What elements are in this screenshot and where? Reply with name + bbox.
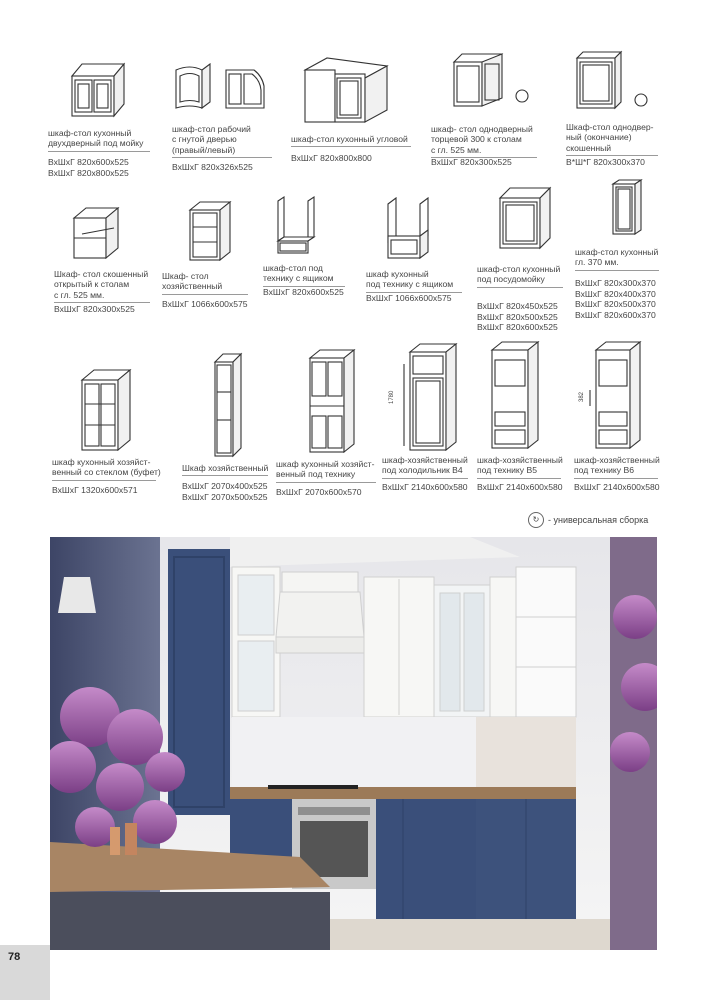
dims-i5: В*Ш*Г 820х300х370	[566, 157, 645, 167]
caption-i11: шкаф-стол кухонный гл. 370 мм.	[575, 247, 659, 271]
dims-i16: ВхШхГ 2140х600х580	[477, 482, 563, 492]
cabinet-drawing-i7	[186, 200, 234, 264]
dims-i13: ВхШхГ 2070х400х525 ВхШхГ 2070х500х525	[182, 481, 268, 502]
cabinet-drawing-i13	[211, 352, 245, 460]
cabinet-drawing-i2	[172, 60, 268, 114]
kitchen-photo	[50, 537, 657, 950]
dims-i4: ВхШхГ 820х300х525	[431, 157, 512, 167]
caption-i16: шкаф-хозяйственный под технику В5	[477, 455, 561, 479]
dims-i3: ВхШхГ 820х800х800	[291, 153, 372, 163]
cabinet-drawing-i11	[609, 178, 645, 238]
cabinet-drawing-i5	[573, 50, 653, 112]
dims-i11: ВхШхГ 820х300х370 ВхШхГ 820х400х370 ВхШхГ 820х500х370 ВхШхГ 820х600х370	[575, 278, 656, 320]
cabinet-drawing-i16	[488, 340, 544, 452]
dims-i15: ВхШхГ 2140х600х580	[382, 482, 468, 492]
cabinet-drawing-i14	[306, 348, 358, 456]
dims-i1: ВхШхГ 820х600х525 ВхШхГ 820х800х525	[48, 157, 129, 178]
caption-i4: шкаф- стол однодверный торцевой 300 к столам с гл. 525 мм.	[431, 124, 537, 158]
assembly-legend	[528, 512, 648, 528]
caption-i3: шкаф-стол кухонный угловой	[291, 134, 411, 147]
dims-i17: ВхШхГ 2140х600х580	[574, 482, 660, 492]
caption-i6: Шкаф- стол скошенный открытый к столам с гл. 525 мм.	[54, 269, 150, 303]
cabinet-drawing-i8	[274, 195, 328, 257]
dims-i8: ВхШхГ 820х600х525	[263, 287, 344, 297]
cabinet-drawing-i17	[582, 340, 644, 452]
cabinet-drawing-i1	[68, 58, 128, 120]
caption-i14: шкаф кухонный хозяйст- венный под технику	[276, 459, 376, 483]
caption-i10: шкаф-стол кухонный под посудомойку	[477, 264, 563, 288]
height-382-label: 382	[579, 391, 585, 402]
cabinet-drawing-i15	[392, 342, 462, 454]
cabinet-drawing-i4	[450, 52, 536, 110]
page-number-box	[0, 945, 50, 1000]
caption-i12: шкаф кухонный хозяйст- венный со стеклом (буфет)	[52, 457, 156, 481]
cabinet-drawing-i12	[78, 368, 134, 454]
caption-i1: шкаф-стол кухонный двухдверный под мойку	[48, 128, 150, 152]
dims-i10: ВхШхГ 820х450х525 ВхШхГ 820х500х525 ВхШхГ 820х600х525	[477, 301, 558, 333]
dims-i12: ВхШхГ 1320х600х571	[52, 485, 138, 495]
dims-i7: ВхШхГ 1066х600х575	[162, 299, 248, 309]
caption-i13: Шкаф хозяйственный	[182, 463, 268, 476]
cabinet-drawing-i6	[70, 206, 122, 262]
caption-i5: Шкаф-стол однодвер- ный (окончание) скошенный	[566, 122, 658, 156]
universal-assembly-icon: ↻	[528, 512, 544, 528]
caption-i9: шкаф кухонный под технику с ящиком	[366, 269, 462, 293]
dims-i2: ВхШхГ 820х326х525	[172, 162, 253, 172]
caption-i2: шкаф-стол рабочий с гнутой дверью (правый/левый)	[172, 124, 272, 158]
cabinet-drawing-i9	[384, 196, 436, 262]
caption-i8: шкаф-стол под технику с ящиком	[263, 263, 345, 287]
caption-i17: шкаф-хозяйственный под технику В6	[574, 455, 658, 479]
caption-i15: шкаф-хозяйственный под холодильник В4	[382, 455, 468, 479]
height-1780-label: 1780	[389, 390, 395, 404]
caption-i7: Шкаф- стол хозяйственный	[162, 271, 248, 295]
page-number: 78	[8, 951, 21, 963]
dims-i9: ВхШхГ 1066х600х575	[366, 293, 452, 303]
cabinet-drawing-i3	[303, 56, 389, 126]
dims-i14: ВхШхГ 2070х600х570	[276, 487, 362, 497]
legend-text: - универсальная сборка	[548, 515, 649, 525]
cabinet-drawing-i10	[496, 186, 554, 252]
dims-i6: ВхШхГ 820х300х525	[54, 304, 135, 314]
